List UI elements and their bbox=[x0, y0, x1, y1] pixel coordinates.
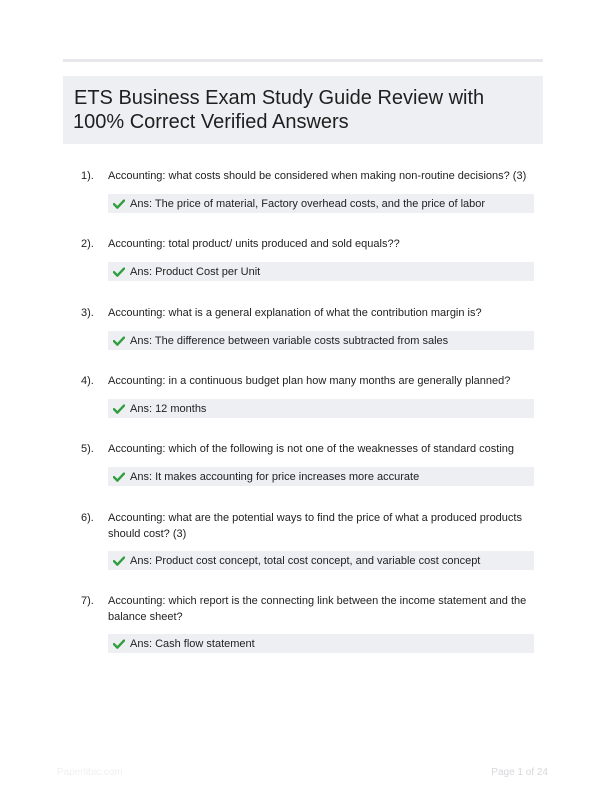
document-title-line-1: ETS Business Exam Study Guide Review with bbox=[74, 87, 485, 109]
answer-box bbox=[108, 551, 534, 570]
answer-text: Ans: Product cost concept, total cost concept, and variable cost concept bbox=[130, 554, 481, 567]
check-icon bbox=[113, 199, 125, 209]
answer-text: Ans: The price of material, Factory overhead costs, and the price of labor bbox=[130, 197, 486, 210]
check-icon bbox=[113, 556, 125, 566]
answer-text: Ans: Product Cost per Unit bbox=[130, 265, 261, 278]
answer-box bbox=[108, 399, 534, 418]
page-number: Page 1 of 24 bbox=[491, 767, 548, 778]
answer-text: Ans: 12 months bbox=[130, 402, 207, 415]
question-text: Accounting: total product/ units produced and sold equals?? bbox=[108, 238, 400, 250]
answer-text: Ans: The difference between variable costs subtracted from sales bbox=[130, 334, 449, 347]
question-text: Accounting: which report is the connecting link between the income statement and the balance sheet? bbox=[108, 595, 527, 623]
footer-watermark: Paperlibic.com bbox=[57, 767, 123, 778]
answer-text: Ans: Cash flow statement bbox=[130, 637, 255, 650]
check-icon bbox=[113, 336, 125, 346]
document-title-line-2: 100% Correct Verified Answers bbox=[73, 111, 349, 133]
question-text: Accounting: in a continuous budget plan how many months are generally planned? bbox=[108, 375, 511, 387]
question-number: 2). bbox=[81, 238, 94, 250]
question-number: 4). bbox=[81, 375, 94, 387]
check-icon bbox=[113, 472, 125, 482]
answer-box bbox=[108, 634, 534, 653]
question-number: 1). bbox=[81, 170, 94, 182]
answer-box bbox=[108, 194, 534, 213]
question-text: Accounting: what are the potential ways to find the price of what a produced products should cost? (3) bbox=[108, 512, 522, 540]
check-icon bbox=[113, 404, 125, 414]
question-text: Accounting: which of the following is not one of the weaknesses of standard costing bbox=[108, 443, 515, 455]
question-text: Accounting: what costs should be considered when making non-routine decisions? (3) bbox=[108, 170, 527, 182]
answer-box bbox=[108, 467, 534, 486]
question-number: 5). bbox=[81, 443, 94, 455]
answer-text: Ans: It makes accounting for price increases more accurate bbox=[130, 470, 420, 483]
question-number: 6). bbox=[81, 512, 94, 524]
answer-box bbox=[108, 262, 534, 281]
question-text: Accounting: what is a general explanation of what the contribution margin is? bbox=[108, 307, 482, 319]
check-icon bbox=[113, 639, 125, 649]
check-icon bbox=[113, 267, 125, 277]
question-number: 3). bbox=[81, 307, 94, 319]
question-number: 7). bbox=[81, 595, 94, 607]
answer-box bbox=[108, 331, 534, 350]
